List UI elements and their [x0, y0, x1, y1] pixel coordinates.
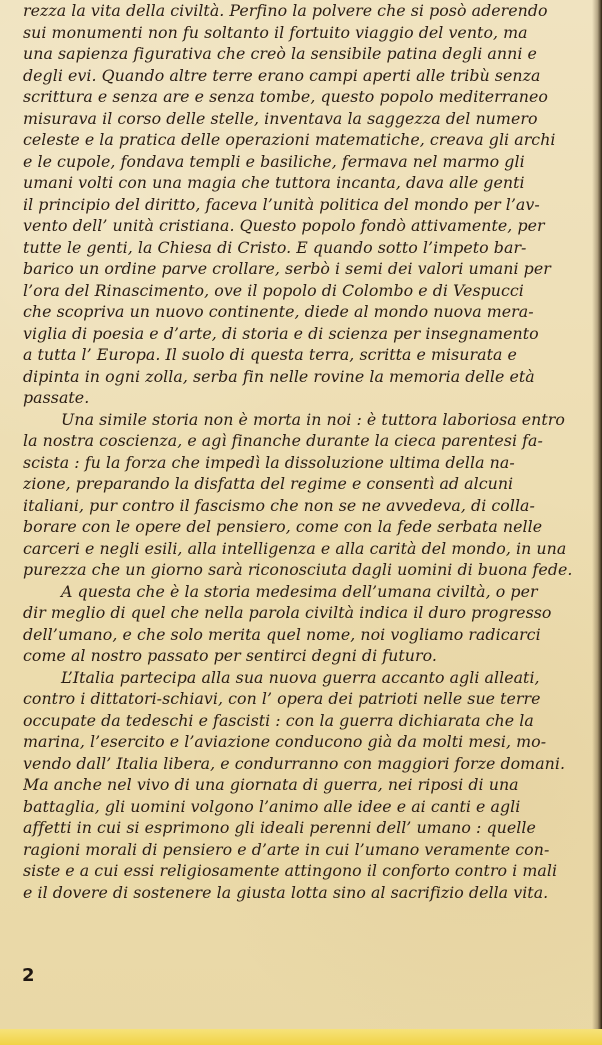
text-line-2: sui monumenti non fu soltanto il fortuito viaggio del vento, ma	[23, 22, 528, 42]
text-line-34: occupate da tedeschi e fascisti : con la guerra dichiarata che la	[23, 710, 534, 730]
text-line-11: vento dell’ unità cristiana. Questo popolo fondò attivamente, per	[23, 216, 545, 235]
text-line-4: degli evi. Quando altre terre erano campi aperti alle tribù senza	[23, 65, 541, 85]
text-line-12: tutte le genti, la Chiesa di Cristo. E quando sotto l’impeto bar-	[23, 237, 527, 257]
bottom-yellow-band	[0, 1029, 602, 1045]
text-line-32: L’Italia partecipa alla sua nuova guerra accanto agli alleati,	[61, 667, 540, 687]
text-line-31: come al nostro passato per sentirci degni di futuro.	[23, 646, 437, 665]
text-line-24: italiani, pur contro il fascismo che non se ne avvedeva, di colla-	[23, 495, 535, 515]
text-line-23: zione, preparando la disfatta del regime e consentì ad alcuni	[23, 474, 514, 493]
text-line-35: marina, l’esercito e l’aviazione conducono già da molti mesi, mo-	[23, 732, 547, 751]
page-number: 2	[22, 965, 35, 986]
text-line-18: dipinta in ogni zolla, serba fin nelle rovine la memoria delle età	[23, 366, 535, 386]
text-line-10: il principio del diritto, faceva l’unità politica del mondo per l’av-	[23, 194, 540, 214]
text-line-7: celeste e la pratica delle operazioni matematiche, creava gli archi	[23, 130, 556, 149]
text-line-5: scrittura e senza are e senza tombe, questo popolo mediterraneo	[23, 87, 548, 106]
text-line-28: A questa che è la storia medesima dell’umana civiltà, o per	[61, 581, 538, 601]
text-line-3: una sapienza figurativa che creò la sensibile patina degli anni e	[23, 44, 537, 63]
text-line-15: che scopriva un nuovo continente, diede al mondo nuova mera-	[23, 302, 534, 321]
text-line-16: viglia di poesia e d’arte, di storia e di scienza per insegnamento	[23, 323, 539, 343]
text-line-37: Ma anche nel vivo di una giornata di guerra, nei riposi di una	[23, 775, 519, 794]
text-line-17: a tutta l’ Europa. Il suolo di questa terra, scritta e misurata e	[23, 345, 517, 364]
text-line-25: borare con le opere del pensiero, come con la fede serbata nelle	[23, 517, 543, 536]
text-line-42: e il dovere di sostenere la giusta lotta sino al sacrifizio della vita.	[23, 882, 549, 902]
text-line-8: e le cupole, fondava templi e basiliche, fermava nel marmo gli	[23, 151, 525, 171]
text-line-21: la nostra coscienza, e agì finanche durante la cieca parentesi fa-	[23, 431, 543, 450]
text-line-33: contro i dittatori-schiavi, con l’ opera dei patrioti nelle sue terre	[23, 689, 541, 708]
text-line-40: ragioni morali di pensiero e d’arte in cui l’umano veramente con-	[23, 839, 550, 859]
body-text	[23, 0, 597, 903]
text-line-6: misurava il corso delle stelle, inventava la saggezza del numero	[23, 108, 538, 128]
text-line-1: rezza la vita della civiltà. Perfino la polvere che si posò aderendo	[23, 1, 548, 20]
text-line-20: Una simile storia non è morta in noi : è tuttora laboriosa entro	[61, 409, 565, 429]
text-line-27: purezza che un giorno sarà riconosciuta dagli uomini di buona fede.	[23, 560, 573, 579]
text-line-30: dell’umano, e che solo merita quel nome, noi vogliamo radicarci	[23, 624, 541, 644]
text-line-41: siste e a cui essi religiosamente attingono il conforto contro i mali	[23, 861, 558, 880]
text-line-9: umani volti con una magia che tuttora incanta, dava alle genti	[23, 173, 525, 192]
text-line-38: battaglia, gli uomini volgono l’animo alle idee e ai canti e agli	[23, 796, 521, 816]
text-line-19: passate.	[23, 388, 90, 407]
text-line-36: vendo dall’ Italia libera, e condurranno con maggiori forze domani.	[23, 753, 566, 773]
text-line-29: dir meglio di quel che nella parola civiltà indica il duro progresso	[23, 603, 552, 622]
text-line-14: l’ora del Rinascimento, ove il popolo di Colombo e di Vespucci	[23, 280, 524, 300]
text-line-26: carceri e negli esili, alla intelligenza e alla carità del mondo, in una	[23, 538, 567, 558]
text-line-13: barico un ordine parve crollare, serbò i semi dei valori umani per	[23, 259, 551, 278]
text-line-22: scista : fu la forza che impedì la dissoluzione ultima della na-	[23, 452, 515, 472]
text-line-39: affetti in cui si esprimono gli ideali perenni dell’ umano : quelle	[23, 818, 536, 837]
